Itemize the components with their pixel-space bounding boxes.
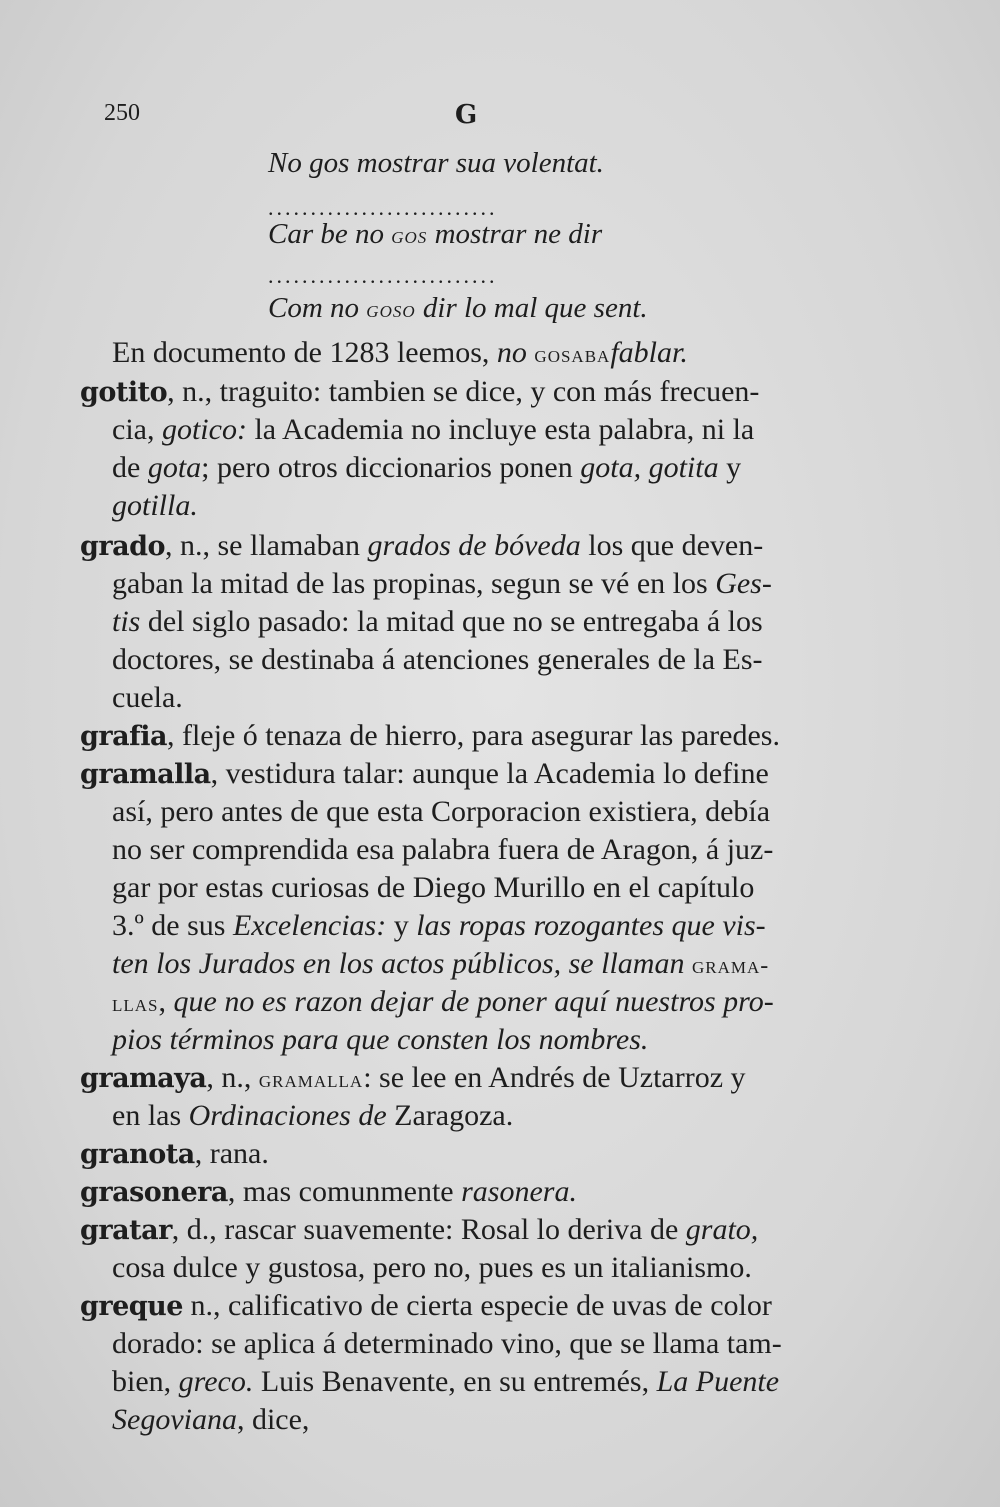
entry-line: 3.º de sus Excelencias: y las ropas rozogantes que vis- xyxy=(112,909,766,942)
headword: granota xyxy=(80,1139,195,1170)
headword: gratar xyxy=(80,1215,172,1246)
entry-line: así, pero antes de que esta Corporacion existiera, debía xyxy=(112,795,771,828)
entry-line: de gota; pero otros diccionarios ponen gota, gotita y xyxy=(112,451,742,484)
entry-line: gaban la mitad de las propinas, segun se vé en los Ges- xyxy=(112,567,772,600)
entry-line: gar por estas curiosas de Diego Murillo en el capítulo xyxy=(112,871,755,904)
entry-gotito: gotito, n., traguito: tambien se dice, y con más frecuen- xyxy=(80,375,760,408)
verse-line-3: Com no goso dir lo mal que sent. xyxy=(268,292,648,324)
headword: grasonera xyxy=(80,1177,228,1208)
entry-gramalla: gramalla, vestidura talar: aunque la Academia lo define xyxy=(80,757,769,790)
entry-gramaya: gramaya, n., gramalla: se lee en Andrés de Uztarroz y xyxy=(80,1061,746,1094)
headword: grado xyxy=(80,531,165,562)
entry-granota: granota, rana. xyxy=(80,1137,269,1170)
verse-line-2: Car be no gos mostrar ne dir xyxy=(268,218,603,250)
entry-grado: grado, n., se llamaban grados de bóveda los que deven- xyxy=(80,529,764,562)
verse-line-1: No gos mostrar sua volentat. xyxy=(268,147,604,179)
entry-line: Segoviana, dice, xyxy=(112,1403,310,1436)
verse-ellipsis-2: ........................... xyxy=(268,263,498,288)
entry-line: llas, que no es razon dejar de poner aquí nuestros pro- xyxy=(112,985,774,1018)
entry-line: cia, gotico: la Academia no incluye esta palabra, ni la xyxy=(112,413,755,446)
entry-grasonera: grasonera, mas comunmente rasonera. xyxy=(80,1175,577,1208)
entry-grafia: grafia, fleje ó tenaza de hierro, para asegurar las paredes. xyxy=(80,719,780,752)
section-letter: G xyxy=(455,100,478,130)
headword: gramalla xyxy=(80,759,211,790)
intro-line: En documento de 1283 leemos, no gosabafablar. xyxy=(112,336,688,369)
page-number: 250 xyxy=(104,100,140,126)
entry-line: dorado: se aplica á determinado vino, que se llama tam- xyxy=(112,1327,782,1360)
entry-line: en las Ordinaciones de Zaragoza. xyxy=(112,1099,514,1132)
entry-line: tis del siglo pasado: la mitad que no se entregaba á los xyxy=(112,605,763,638)
entry-line: gotilla. xyxy=(112,489,198,522)
headword: gramaya xyxy=(80,1063,207,1094)
entry-line: doctores, se destinaba á atenciones generales de la Es- xyxy=(112,643,763,676)
entry-line: pios términos para que consten los nombres. xyxy=(112,1023,649,1056)
entry-line: cuela. xyxy=(112,681,183,714)
headword: gotito xyxy=(80,377,168,408)
entry-line: ten los Jurados en los actos públicos, se llaman grama- xyxy=(112,947,770,980)
page-header xyxy=(0,100,1000,136)
entry-line: no ser comprendida esa palabra fuera de Aragon, á juz- xyxy=(112,833,774,866)
entry-greque: greque n., calificativo de cierta especie de uvas de color xyxy=(80,1289,772,1322)
headword: grafia xyxy=(80,721,167,752)
entry-gratar: gratar, d., rascar suavemente: Rosal lo deriva de grato, xyxy=(80,1213,759,1246)
verse-ellipsis-1: ........................... xyxy=(268,195,498,220)
entry-line: cosa dulce y gustosa, pero no, pues es un italianismo. xyxy=(112,1251,752,1284)
headword: greque xyxy=(80,1291,183,1322)
entry-line: bien, greco. Luis Benavente, en su entremés, La Puente xyxy=(112,1365,780,1398)
